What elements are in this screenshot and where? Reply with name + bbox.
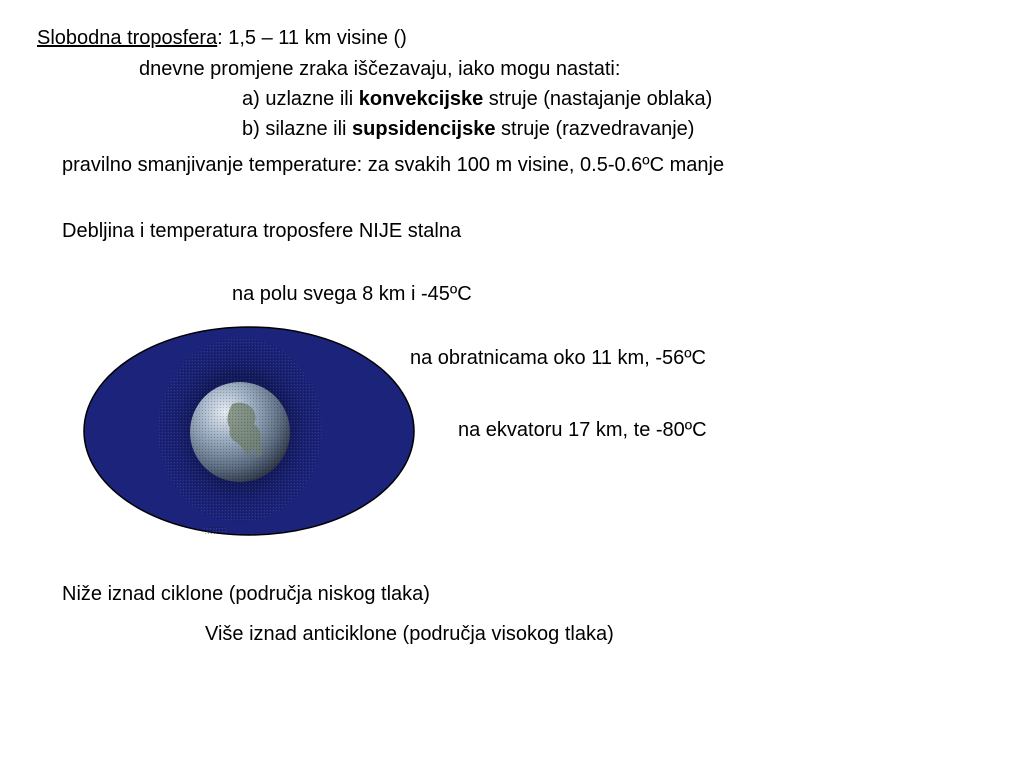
heading-term: Slobodna troposfera	[37, 27, 218, 49]
subsidence-prefix: b) silazne ili	[242, 118, 353, 140]
convective-prefix: a) uzlazne ili	[242, 88, 359, 110]
convective-currents-text	[242, 87, 712, 111]
subsidence-term: supsidencijske	[352, 118, 496, 140]
anticyclone-text: Više iznad anticiklone (područja visokog tlaka)	[205, 623, 614, 645]
pole-label: na polu svega 8 km i -45ºC	[232, 283, 472, 305]
diurnal-changes-text: dnevne promjene zraka iščezavaju, iako mogu nastati:	[139, 58, 621, 80]
subsidence-currents-text	[242, 117, 694, 141]
equator-label: na ekvatoru 17 km, te -80ºC	[458, 419, 707, 441]
convective-term: konvekcijske	[358, 88, 484, 110]
thickness-not-constant-text: Debljina i temperatura troposfere NIJE stalna	[62, 220, 462, 242]
troposphere-earth-illustration	[82, 326, 418, 538]
tropics-label: na obratnicama oko 11 km, -56ºC	[410, 347, 706, 369]
temperature-decrease-text: pravilno smanjivanje temperature: za svakih 100 m visine, 0.5-0.6ºC manje	[62, 154, 725, 176]
subsidence-suffix: struje (razvedravanje)	[495, 118, 695, 140]
earth-ellipse-svg	[82, 326, 418, 538]
convective-suffix: struje (nastajanje oblaka)	[483, 88, 713, 110]
cyclone-text: Niže iznad ciklone (područja niskog tlaka)	[62, 583, 430, 605]
slide-heading-line	[37, 26, 407, 50]
heading-rest: : 1,5 – 11 km visine ()	[217, 27, 407, 49]
